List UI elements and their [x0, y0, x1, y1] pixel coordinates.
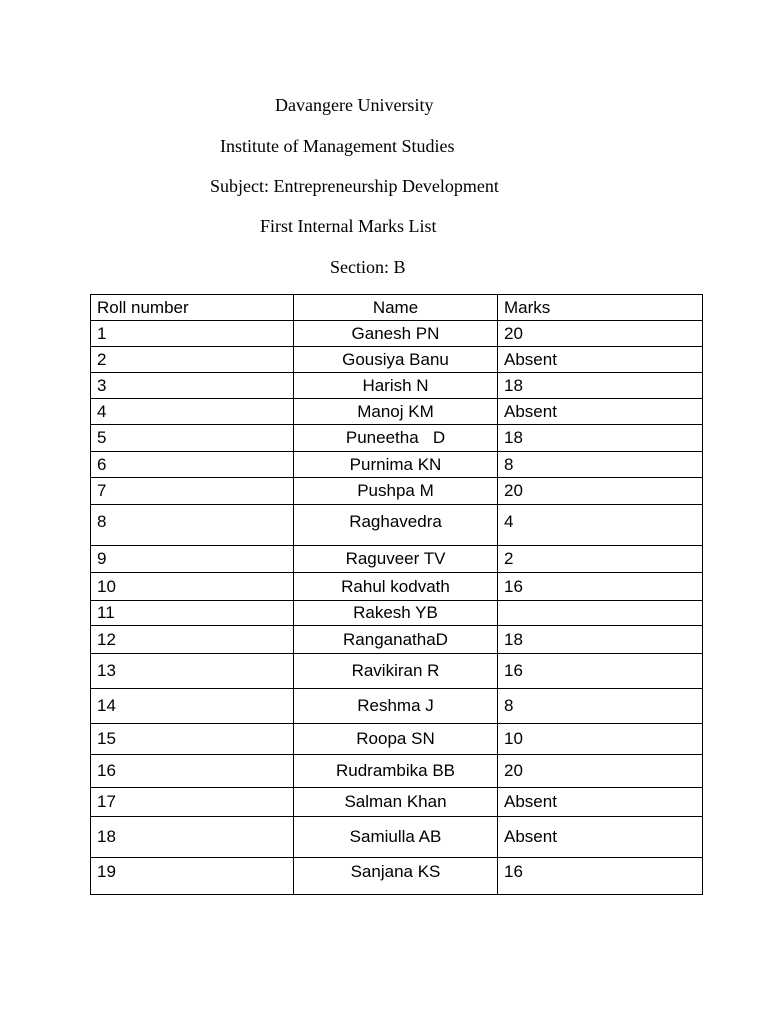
roll-cell: 6: [91, 452, 294, 478]
name-cell: Pushpa M: [294, 478, 498, 505]
table-row: [91, 858, 703, 895]
table-row: [91, 347, 703, 373]
roll-cell: 13: [91, 654, 294, 689]
institute-title: Institute of Management Studies: [220, 136, 455, 156]
marks-cell: [498, 601, 703, 626]
roll-cell: 14: [91, 689, 294, 724]
name-cell: Harish N: [294, 373, 498, 399]
marks-cell: 18: [498, 373, 703, 399]
table-row: [91, 399, 703, 425]
roll-cell: 1: [91, 321, 294, 347]
roll-cell: 16: [91, 755, 294, 788]
table-row: [91, 689, 703, 724]
name-cell: Rakesh YB: [294, 601, 498, 626]
table-row: [91, 654, 703, 689]
name-cell: Raghavedra: [294, 505, 498, 546]
roll-cell: 12: [91, 626, 294, 654]
roll-cell: 10: [91, 573, 294, 601]
name-cell: Ganesh PN: [294, 321, 498, 347]
name-cell: Reshma J: [294, 689, 498, 724]
table-row: [91, 601, 703, 626]
column-header-name: Name: [294, 295, 498, 321]
name-cell: Sanjana KS: [294, 858, 498, 895]
name-cell: Ravikiran R: [294, 654, 498, 689]
roll-cell: 2: [91, 347, 294, 373]
table-row: [91, 626, 703, 654]
roll-cell: 8: [91, 505, 294, 546]
section-label: Section: B: [330, 257, 406, 277]
marks-cell: 20: [498, 321, 703, 347]
name-cell: Purnima KN: [294, 452, 498, 478]
marks-cell: Absent: [498, 788, 703, 817]
table-row: [91, 425, 703, 452]
table-row: [91, 373, 703, 399]
marks-table-body: [91, 295, 703, 895]
name-cell: Gousiya Banu: [294, 347, 498, 373]
roll-cell: 18: [91, 817, 294, 858]
marks-cell: 16: [498, 573, 703, 601]
name-cell: Rahul kodvath: [294, 573, 498, 601]
name-cell: Rudrambika BB: [294, 755, 498, 788]
name-cell: Raguveer TV: [294, 546, 498, 573]
name-cell: RanganathaD: [294, 626, 498, 654]
roll-cell: 17: [91, 788, 294, 817]
name-cell: Roopa SN: [294, 724, 498, 755]
marks-cell: 16: [498, 858, 703, 895]
marks-cell: 8: [498, 452, 703, 478]
name-cell: Salman Khan: [294, 788, 498, 817]
header-row: [91, 295, 703, 321]
table-row: [91, 321, 703, 347]
roll-cell: 11: [91, 601, 294, 626]
marks-cell: Absent: [498, 399, 703, 425]
marks-table: [90, 294, 703, 895]
column-header-marks: Marks: [498, 295, 703, 321]
marks-cell: 10: [498, 724, 703, 755]
marks-cell: 20: [498, 478, 703, 505]
table-row: [91, 505, 703, 546]
roll-cell: 5: [91, 425, 294, 452]
roll-cell: 4: [91, 399, 294, 425]
marks-cell: 8: [498, 689, 703, 724]
marks-cell: 4: [498, 505, 703, 546]
roll-cell: 3: [91, 373, 294, 399]
marks-cell: 2: [498, 546, 703, 573]
subject-title: Subject: Entrepreneurship Development: [210, 176, 499, 196]
table-row: [91, 755, 703, 788]
table-row: [91, 452, 703, 478]
marks-cell: 20: [498, 755, 703, 788]
table-row: [91, 724, 703, 755]
table-row: [91, 546, 703, 573]
column-header-roll: Roll number: [91, 295, 294, 321]
marks-cell: Absent: [498, 347, 703, 373]
table-row: [91, 478, 703, 505]
marks-cell: 16: [498, 654, 703, 689]
list-title: First Internal Marks List: [260, 216, 437, 236]
marks-cell: Absent: [498, 817, 703, 858]
roll-cell: 9: [91, 546, 294, 573]
table-row: [91, 788, 703, 817]
marks-cell: 18: [498, 425, 703, 452]
table-row: [91, 573, 703, 601]
name-cell: Samiulla AB: [294, 817, 498, 858]
marks-cell: 18: [498, 626, 703, 654]
university-title: Davangere University: [275, 95, 434, 115]
roll-cell: 7: [91, 478, 294, 505]
roll-cell: 19: [91, 858, 294, 895]
name-cell: Puneetha D: [294, 425, 498, 452]
name-cell: Manoj KM: [294, 399, 498, 425]
roll-cell: 15: [91, 724, 294, 755]
table-row: [91, 817, 703, 858]
